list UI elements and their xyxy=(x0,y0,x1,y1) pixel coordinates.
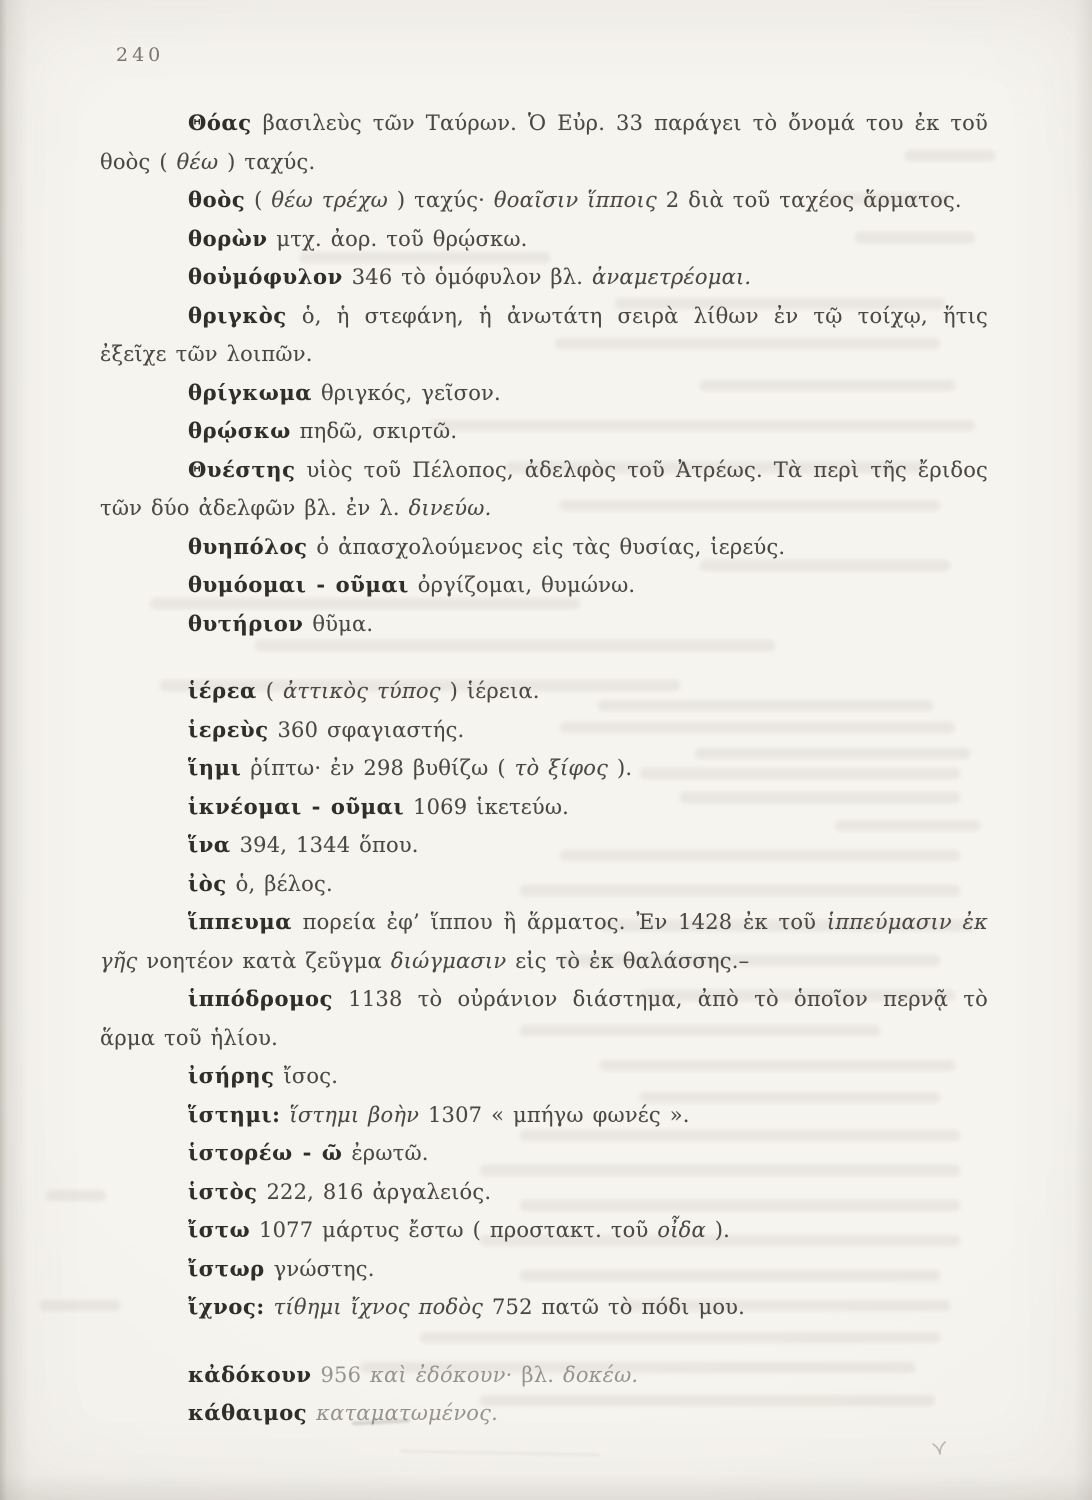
headword: ἴστωρ xyxy=(188,1255,265,1281)
headword: ἵημι xyxy=(188,755,242,780)
lexicon-entry xyxy=(100,1173,988,1212)
definition-segment: καὶ ἐδόκουν· xyxy=(370,1362,513,1387)
lexicon-entry xyxy=(100,104,988,181)
definition-segment: ὀργίζομαι, θυμώνω. xyxy=(408,573,636,597)
lexicon-entry xyxy=(100,826,988,865)
headword: ἱστορέω - ῶ xyxy=(188,1140,343,1165)
lexicon-entry xyxy=(100,1057,988,1096)
definition-segment: 1077 μάρτυς ἔστω ( προστακτ. τοῦ xyxy=(250,1218,658,1242)
definition-segment: ὁ, βέλος. xyxy=(226,871,333,896)
lexicon-section xyxy=(100,1356,988,1433)
definition-segment: οἶδα xyxy=(657,1218,706,1242)
definition-segment: βλ. xyxy=(512,1362,563,1387)
headword: ἰὸς xyxy=(188,870,227,896)
definition-segment: ἱππεύμασιν ἐκ γῆς xyxy=(100,910,988,973)
lexicon-entry xyxy=(100,605,988,644)
definition-segment: θέω xyxy=(176,149,219,174)
headword: θυτήριον xyxy=(188,610,304,636)
lexicon-entry xyxy=(100,566,988,605)
lexicon-entry xyxy=(100,672,988,711)
headword: ἵνα xyxy=(188,832,231,857)
headword: θυμόομαι - οῦμαι xyxy=(188,572,409,597)
definition-segment: βασιλεὺς τῶν Ταύρων. Ὁ Εὐρ. 33 παράγει τὸ ὄνομά του ἐκ τοῦ θοὸς ( xyxy=(100,111,988,174)
headword: ἱέρεα xyxy=(188,678,257,703)
definition-segment: ( xyxy=(256,679,283,703)
headword: ἱκνέομαι - οῦμαι xyxy=(188,793,405,819)
definition-segment: 394, 1344 ὅπου. xyxy=(230,833,419,857)
headword: Θυέστης xyxy=(188,456,296,482)
definition-segment: μτχ. ἀορ. τοῦ θρῴσκω. xyxy=(267,226,528,251)
headword: ἰσήρης xyxy=(188,1063,275,1088)
definition-segment: γνώστης. xyxy=(264,1256,375,1281)
lexicon-entry xyxy=(100,980,988,1057)
definition-segment: 1069 ἱκετεύω. xyxy=(404,794,570,819)
definition-segment: ) ταχύς· xyxy=(387,188,494,212)
text-block xyxy=(100,104,988,1433)
definition-segment: πηδῶ, σκιρτῶ. xyxy=(290,419,458,443)
definition-segment: θῦμα. xyxy=(303,611,374,636)
headword: θοὐμόφυλον xyxy=(188,264,343,289)
lexicon-entry xyxy=(100,749,988,788)
definition-segment: δοκέω. xyxy=(562,1362,639,1387)
definition-segment: θέω τρέχω xyxy=(271,188,388,212)
headword: ἱστὸς xyxy=(188,1178,258,1204)
headword: ἵππευμα xyxy=(188,909,292,934)
lexicon-entry xyxy=(100,788,988,827)
lexicon-entry xyxy=(100,181,988,220)
definition-segment: ἀναμετρέομαι. xyxy=(592,265,752,289)
lexicon-entry xyxy=(100,903,988,980)
lexicon-entry xyxy=(100,1394,988,1433)
headword: θρῴσκω xyxy=(188,418,291,443)
headword: θοὸς xyxy=(188,187,246,212)
headword: θορὼν xyxy=(188,225,268,251)
lexicon-section xyxy=(100,672,988,1327)
stray-ink-mark xyxy=(930,1438,950,1458)
lexicon-entry xyxy=(100,865,988,904)
headword: ἴστω xyxy=(188,1217,251,1242)
headword: θρίγκωμα xyxy=(188,379,313,405)
definition-segment: ὁ ἀπασχολούμενος εἰς τὰς θυσίας, ἱερεύς. xyxy=(307,534,786,559)
definition-segment: ῥίπτω· ἐν 298 βυθίζω ( xyxy=(241,756,515,780)
lexicon-entry xyxy=(100,451,988,528)
definition-segment: 2 διὰ τοῦ ταχέος ἅρματος. xyxy=(656,188,962,212)
lexicon-entry xyxy=(100,1096,988,1135)
definition-segment: καταματωμένος. xyxy=(316,1401,498,1425)
headword: κάθαιμος xyxy=(188,1400,308,1425)
definition-segment: ). xyxy=(705,1218,731,1242)
lexicon-entry xyxy=(100,1250,988,1289)
lexicon-entry xyxy=(100,220,988,259)
lexicon-entry xyxy=(100,258,988,297)
lexicon-entry xyxy=(100,297,988,374)
definition-segment: εἰς τὸ ἐκ θαλάσσης.– xyxy=(506,948,750,973)
definition-segment: διώγμασιν xyxy=(390,948,507,973)
lexicon-section xyxy=(100,104,988,643)
lexicon-entry xyxy=(100,1288,988,1327)
page-number: 240 xyxy=(116,44,165,66)
lexicon-entry xyxy=(100,1134,988,1173)
definition-segment: ὁ, ἡ στεφάνη, ἡ ἀνωτάτη σειρὰ λίθων ἐν τῷ τοίχῳ, ἥτις ἐξεῖχε τῶν λοιπῶν. xyxy=(100,303,988,366)
definition-segment: νοητέον κατὰ ζεῦγμα xyxy=(137,948,391,973)
definition-segment: ) ἱέρεια. xyxy=(440,679,540,703)
lexicon-entry xyxy=(100,528,988,567)
headword: ἱππόδρομος xyxy=(188,986,334,1011)
definition-segment: ἐρωτῶ. xyxy=(342,1141,429,1165)
lexicon-entry xyxy=(100,412,988,451)
definition-segment: θοαῖσιν ἵπποις xyxy=(493,188,657,212)
definition-segment: 222, 816 ἀργαλειός. xyxy=(257,1179,492,1204)
headword: θυηπόλος xyxy=(188,533,308,559)
headword: θριγκὸς xyxy=(188,302,287,328)
definition-segment xyxy=(265,1295,274,1319)
headword: ἵστημι: xyxy=(188,1101,281,1127)
lexicon-entry xyxy=(100,711,988,750)
headword: ἴχνος: xyxy=(188,1294,265,1319)
definition-segment: 1138 τὸ οὐράνιον διάστημα, ἀπὸ τὸ ὁποῖον περνᾷ τὸ ἅρμα τοῦ ἡλίου. xyxy=(100,987,988,1050)
definition-segment: ἀττικὸς τύπος xyxy=(282,679,441,703)
definition-segment: δινεύω. xyxy=(408,496,492,520)
definition-segment: τίθημι ἴχνος ποδὸς xyxy=(273,1295,484,1319)
definition-segment: 360 σφαγιαστής. xyxy=(268,717,465,742)
scan-scratch xyxy=(400,1450,600,1455)
headword: ἱερεὺς xyxy=(188,716,269,742)
definition-segment: ἴσος. xyxy=(274,1064,339,1088)
ink-bleed-smudge xyxy=(46,1190,106,1201)
definition-segment: πορεία ἐφ’ ἵππου ἢ ἅρματος. Ἐν 1428 ἐκ τοῦ xyxy=(291,910,827,934)
definition-segment xyxy=(307,1401,316,1425)
definition-segment: ( xyxy=(245,188,272,212)
headword: Θόας xyxy=(188,110,252,135)
lexicon-entry xyxy=(100,374,988,413)
definition-segment: ). xyxy=(608,756,633,780)
definition-segment: τὸ ξίφος xyxy=(514,756,609,780)
definition-segment: 956 xyxy=(311,1362,371,1387)
definition-segment: υἱὸς τοῦ Πέλοπος, ἀδελφὸς τοῦ Ἀτρέως. Τὰ περὶ τῆς ἔριδος τῶν δύο ἀδελφῶν βλ. ἐν λ. xyxy=(100,457,988,520)
definition-segment: ἵστημι βοὴν xyxy=(289,1102,420,1127)
lexicon-entry xyxy=(100,1356,988,1395)
definition-segment: 752 πατῶ τὸ πόδι μου. xyxy=(483,1295,746,1319)
lexicon-entry xyxy=(100,1211,988,1250)
definition-segment: 346 τὸ ὁμόφυλον βλ. xyxy=(342,265,593,289)
definition-segment: 1307 « μπήγω φωνές ». xyxy=(419,1102,690,1127)
headword: κἀδόκουν xyxy=(188,1361,312,1387)
definition-segment: θριγκός, γεῖσον. xyxy=(312,380,501,405)
definition-segment: ) ταχύς. xyxy=(218,149,316,174)
